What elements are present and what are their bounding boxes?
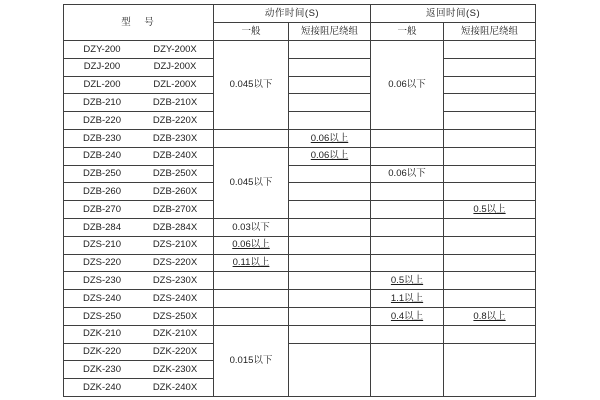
- value-text: 0.06以上: [232, 239, 270, 251]
- value-cell-action-damped: [289, 343, 371, 396]
- value-text: 1.1以上: [390, 292, 424, 304]
- model-name: DZB-230: [82, 132, 121, 144]
- model-cell: [64, 94, 214, 112]
- model-cell: [64, 379, 214, 397]
- value-cell-action-damped: [289, 201, 371, 219]
- value-text: 0.045以下: [229, 79, 273, 91]
- value-cell-action-general: [214, 325, 289, 396]
- model-cell: [64, 129, 214, 147]
- value-cell-return-damped: [444, 183, 536, 201]
- value-cell-return-damped: [444, 94, 536, 112]
- value-cell-action-general: [214, 147, 289, 218]
- model-cell: [64, 165, 214, 183]
- value-cell-action-damped: [289, 218, 371, 236]
- value-text: 0.06以上: [310, 150, 349, 162]
- value-cell-return-general: [371, 218, 444, 236]
- model-name-x-variant: DZB-210X: [152, 97, 198, 109]
- value-cell-return-damped: [444, 290, 536, 308]
- model-name: DZY-200: [83, 43, 121, 55]
- header-action-general: 一般: [214, 23, 289, 41]
- model-name: DZB-220: [82, 114, 121, 126]
- model-name-x-variant: DZK-220X: [152, 346, 198, 358]
- model-name-x-variant: DZS-220X: [152, 257, 198, 269]
- value-text: 0.11以上: [232, 257, 270, 269]
- value-cell-action-damped: [289, 58, 371, 76]
- model-name-x-variant: DZB-250X: [152, 168, 198, 180]
- model-name: DZK-240: [82, 381, 121, 393]
- value-cell-action-general: [214, 272, 289, 290]
- value-cell-action-damped: [289, 41, 371, 59]
- model-name: DZB-210: [82, 97, 121, 109]
- model-name: DZB-250: [82, 168, 121, 180]
- table-row: [64, 147, 536, 165]
- model-name: DZK-220: [82, 346, 121, 358]
- value-cell-return-damped: [444, 76, 536, 94]
- value-cell-return-damped: [444, 112, 536, 130]
- value-text: 0.4以上: [390, 310, 424, 322]
- value-text: 0.045以下: [229, 177, 273, 189]
- value-cell-action-general: [214, 129, 289, 147]
- value-cell-return-damped: [444, 236, 536, 254]
- value-text: 0.03以下: [232, 221, 270, 233]
- model-name: DZS-220: [82, 257, 121, 269]
- model-name: DZS-240: [82, 292, 121, 304]
- value-text: 0.06以下: [388, 168, 426, 180]
- model-name-x-variant: DZB-220X: [152, 114, 198, 126]
- model-cell: [64, 290, 214, 308]
- value-cell-action-general: [214, 290, 289, 308]
- model-cell: [64, 183, 214, 201]
- header-action-damped-winding: 短接阻尼绕组: [289, 23, 371, 41]
- model-name: DZB-240: [82, 150, 121, 162]
- value-text: 0.8以上: [473, 310, 506, 322]
- table-row: [64, 343, 536, 361]
- value-text: 0.5以上: [390, 275, 424, 286]
- model-name-x-variant: DZK-210X: [152, 328, 198, 340]
- value-cell-return-damped: [444, 41, 536, 59]
- model-cell: [64, 254, 214, 272]
- model-name-x-variant: DZK-240X: [152, 381, 198, 393]
- value-cell-action-damped: [289, 94, 371, 112]
- header-return-time-group: 返回时间(S): [371, 5, 536, 23]
- value-cell-return-damped: [444, 201, 536, 219]
- model-name-x-variant: DZS-240X: [152, 292, 198, 304]
- value-cell-action-general: [214, 236, 289, 254]
- value-cell-action-damped: [289, 76, 371, 94]
- table-row: [64, 307, 536, 325]
- value-cell-return-general: [371, 236, 444, 254]
- value-cell-action-damped: [289, 147, 371, 165]
- table-body: [64, 41, 536, 397]
- value-cell-return-damped: [444, 147, 536, 165]
- model-name-x-variant: DZB-284X: [152, 221, 198, 233]
- table-row: [64, 290, 536, 308]
- table-row: [64, 201, 536, 219]
- table-row: [64, 76, 536, 94]
- model-cell: [64, 343, 214, 361]
- model-name-x-variant: DZY-200X: [153, 43, 197, 55]
- header-return-general: 一般: [371, 23, 444, 41]
- model-name: DZS-250: [82, 310, 121, 322]
- model-name-x-variant: DZB-230X: [152, 132, 198, 144]
- value-cell-action-damped: [289, 307, 371, 325]
- table-row: [64, 183, 536, 201]
- model-name-x-variant: DZB-270X: [152, 203, 198, 215]
- table-row: [64, 94, 536, 112]
- value-cell-return-damped: [444, 58, 536, 76]
- header-return-damped-winding: 短接阻尼绕组: [444, 23, 536, 41]
- value-cell-return-general: [371, 165, 444, 183]
- model-cell: [64, 76, 214, 94]
- value-cell-action-damped: [289, 254, 371, 272]
- value-cell-return-damped: [444, 218, 536, 236]
- value-cell-return-general: [371, 147, 444, 165]
- table-row: [64, 165, 536, 183]
- value-cell-return-damped: [444, 325, 536, 343]
- value-cell-return-general: [371, 307, 444, 325]
- model-name-x-variant: DZS-250X: [152, 310, 198, 322]
- value-cell-return-general: [371, 183, 444, 201]
- table-row: [64, 236, 536, 254]
- spec-table: [63, 4, 536, 397]
- value-cell-return-damped: [444, 272, 536, 290]
- value-cell-action-damped: [289, 272, 371, 290]
- value-text: 0.015以下: [229, 355, 273, 367]
- model-name-x-variant: DZB-240X: [152, 150, 198, 162]
- model-cell: [64, 41, 214, 59]
- value-text: 0.5以上: [473, 203, 506, 215]
- model-cell: [64, 58, 214, 76]
- value-cell-action-damped: [289, 290, 371, 308]
- model-name: DZS-210: [82, 239, 121, 251]
- value-cell-return-general: [371, 201, 444, 219]
- table-row: [64, 218, 536, 236]
- value-text: 0.06以下: [388, 79, 426, 91]
- value-cell-return-damped: [444, 343, 536, 396]
- model-cell: [64, 147, 214, 165]
- value-cell-return-damped: [444, 129, 536, 147]
- table-row: [64, 272, 536, 290]
- value-cell-action-damped: [289, 183, 371, 201]
- model-name: DZS-230: [82, 275, 121, 286]
- model-name: DZK-210: [82, 328, 121, 340]
- value-cell-return-damped: [444, 254, 536, 272]
- value-cell-action-general: [214, 218, 289, 236]
- value-cell-return-general: [371, 343, 444, 396]
- table-header: [64, 5, 536, 41]
- value-cell-return-general: [371, 290, 444, 308]
- model-cell: [64, 361, 214, 379]
- model-name: DZB-284: [82, 221, 121, 233]
- value-cell-return-general: [371, 129, 444, 147]
- value-cell-action-damped: [289, 236, 371, 254]
- model-cell: [64, 236, 214, 254]
- model-name-x-variant: DZL-200X: [153, 79, 197, 91]
- value-cell-action-damped: [289, 129, 371, 147]
- model-name: DZB-260: [82, 186, 121, 198]
- value-cell-action-general: [214, 254, 289, 272]
- value-cell-return-general: [371, 272, 444, 290]
- table-row: [64, 129, 536, 147]
- model-name: DZJ-200: [83, 61, 121, 73]
- model-name-x-variant: DZB-260X: [152, 186, 198, 198]
- model-name: DZB-270: [82, 203, 121, 215]
- header-row-groups: [64, 5, 536, 23]
- model-name-x-variant: DZS-210X: [152, 239, 198, 251]
- model-cell: [64, 325, 214, 343]
- value-text: 0.06以上: [310, 132, 349, 144]
- model-cell: [64, 112, 214, 130]
- value-cell-return-damped: [444, 307, 536, 325]
- value-cell-action-damped: [289, 325, 371, 343]
- value-cell-action-general: [214, 307, 289, 325]
- model-name-x-variant: DZK-230X: [152, 363, 198, 375]
- model-name: DZL-200: [83, 79, 121, 91]
- table-row: [64, 41, 536, 59]
- value-cell-return-damped: [444, 165, 536, 183]
- model-cell: [64, 201, 214, 219]
- value-cell-return-general: [371, 325, 444, 343]
- model-cell: [64, 218, 214, 236]
- value-cell-action-damped: [289, 112, 371, 130]
- model-name-x-variant: DZJ-200X: [153, 61, 197, 73]
- header-model: 型 号: [64, 5, 214, 41]
- value-cell-action-general: [214, 41, 289, 130]
- model-name-x-variant: DZS-230X: [152, 275, 198, 286]
- model-cell: [64, 307, 214, 325]
- value-cell-action-damped: [289, 165, 371, 183]
- model-cell: [64, 272, 214, 290]
- table-row: [64, 112, 536, 130]
- header-action-time-group: 动作时间(S): [214, 5, 371, 23]
- table-row: [64, 58, 536, 76]
- table-row: [64, 325, 536, 343]
- value-cell-return-general: [371, 41, 444, 130]
- table-row: [64, 254, 536, 272]
- model-name: DZK-230: [82, 363, 121, 375]
- value-cell-return-general: [371, 254, 444, 272]
